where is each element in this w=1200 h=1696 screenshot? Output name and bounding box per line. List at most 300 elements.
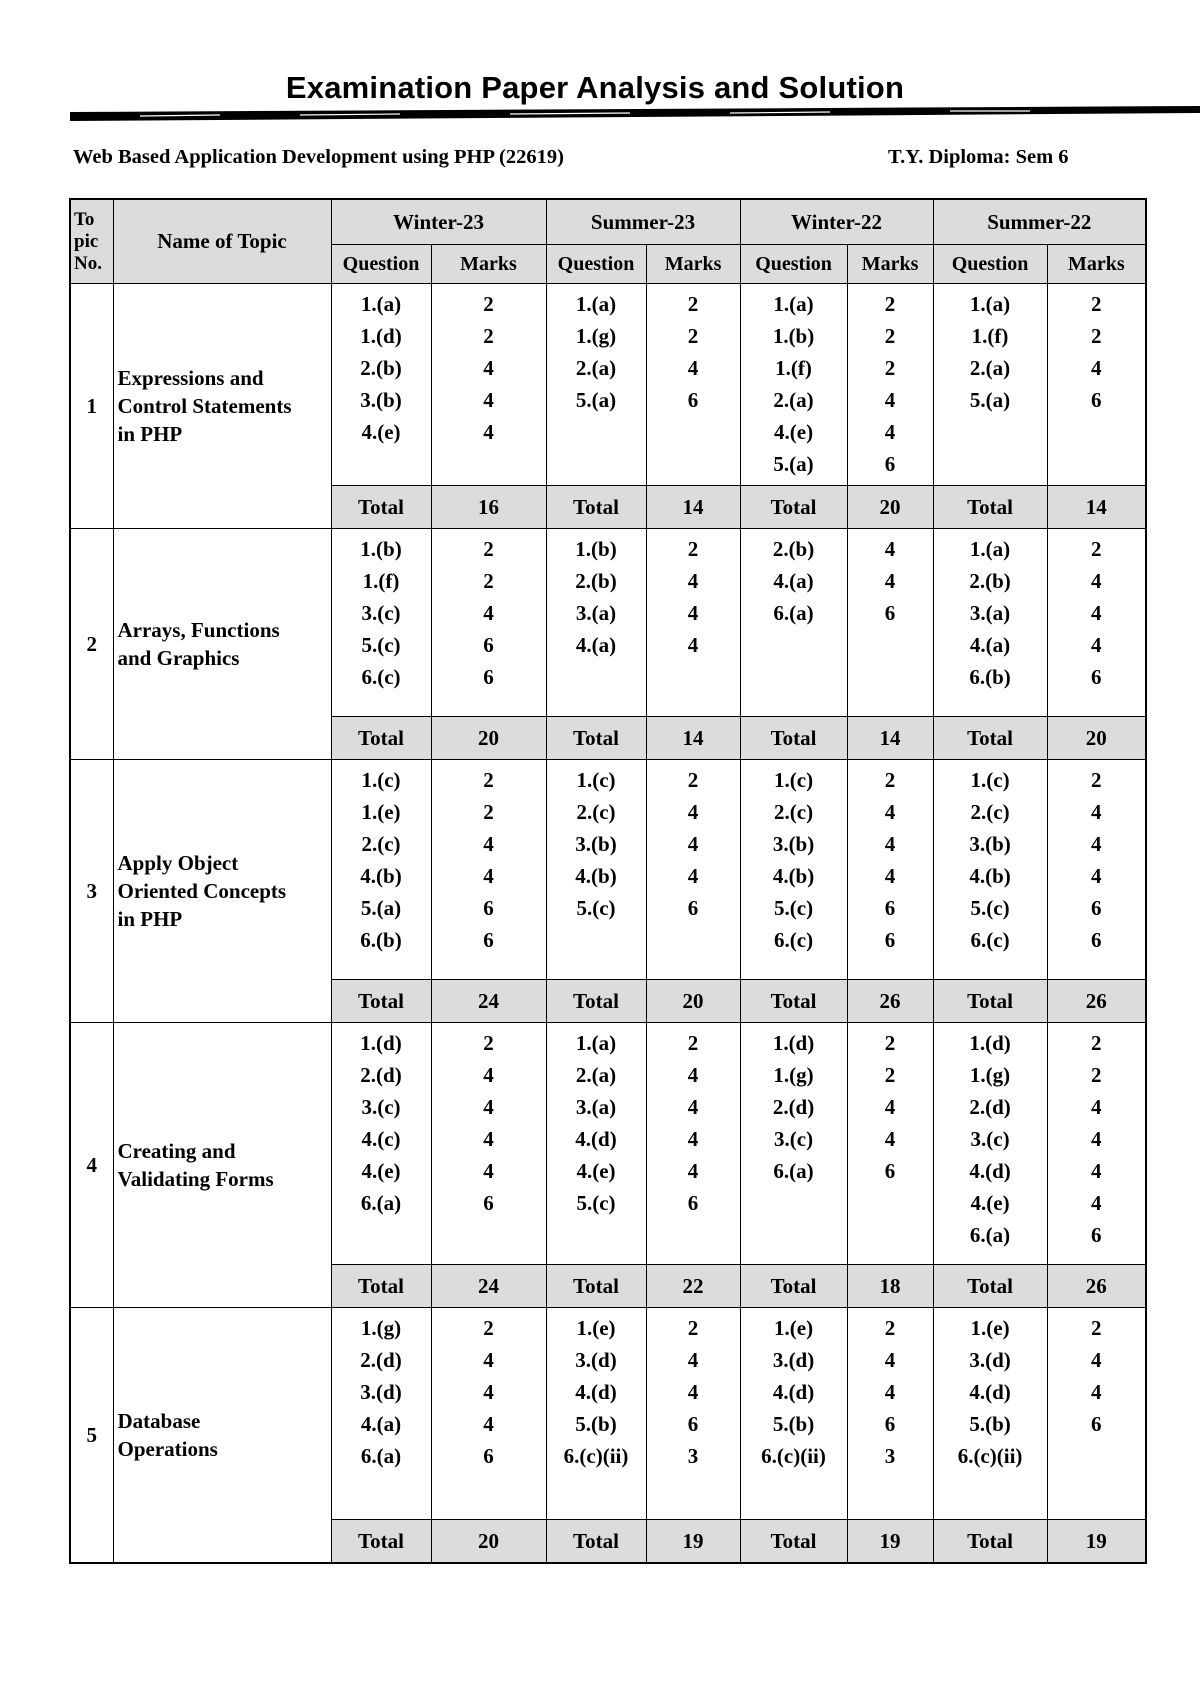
question-list [331,760,431,980]
marks-entry: 4 [1091,1348,1102,1372]
marks-header: Marks [847,245,933,284]
question-entry: 6.(c)(ii) [563,1444,629,1468]
marks-entry: 6 [1091,388,1102,412]
question-header: Question [933,245,1047,284]
marks-list [431,284,546,486]
question-entry: 6.(b) [360,928,402,952]
total-value: 14 [646,717,740,760]
question-entry: 3.(d) [969,1348,1011,1372]
question-entry: 6.(a) [360,1191,402,1215]
marks-entry: 6 [1091,928,1102,952]
total-label: Total [933,1265,1047,1308]
question-entry: 3.(d) [772,1348,815,1372]
question-entry: 6.(a) [773,601,814,625]
question-entry: 5.(c) [774,896,814,920]
question-list [331,1308,431,1520]
question-list [740,529,847,717]
question-entry: 3.(b) [575,832,617,856]
total-label: Total [331,1520,431,1564]
question-entry: 2.(a) [575,356,617,380]
topic-name-line: Operations [117,1437,218,1461]
marks-entry: 2 [687,324,699,348]
total-label: Total [546,717,646,760]
question-entry: 1.(b) [772,324,815,348]
marks-entry: 4 [687,1159,699,1183]
marks-entry: 6 [884,1159,896,1183]
topic-no-header-line: To [74,208,95,230]
topic-name-line: Control Statements [117,394,292,418]
question-entry: 6.(a) [969,1223,1011,1247]
question-entry: 5.(c) [361,633,401,657]
question-entry: 4.(d) [575,1380,617,1404]
question-entry: 2.(b) [360,356,402,380]
question-entry: 3.(c) [970,1127,1010,1151]
marks-entry: 4 [483,420,494,444]
marks-entry: 2 [483,537,494,561]
question-list [740,1023,847,1265]
topic-name-line: and Graphics [117,646,240,670]
topic-no-header-line: pic [74,230,99,252]
marks-entry: 6 [483,928,494,952]
marks-entry: 4 [1091,832,1102,856]
session-header-winter-22: Winter-22 [740,199,933,245]
marks-entry: 6 [687,388,699,412]
question-entry: 4.(b) [772,864,815,888]
marks-entry: 4 [687,633,699,657]
question-entry: 1.(f) [971,324,1009,348]
marks-entry: 6 [483,896,494,920]
question-entry: 2.(c) [774,800,814,824]
marks-entry: 4 [1091,569,1102,593]
subject-line: Web Based Application Development using PHP (22619) [73,146,564,168]
question-list [933,1308,1047,1520]
question-entry: 1.(f) [362,569,400,593]
question-entry: 1.(d) [360,1031,402,1055]
total-value: 24 [431,980,546,1023]
marks-entry: 6 [1091,1223,1102,1247]
marks-entry: 2 [483,800,494,824]
question-entry: 4.(b) [360,864,402,888]
question-entry: 3.(a) [969,601,1011,625]
question-entry: 3.(d) [360,1380,402,1404]
marks-list [431,529,546,717]
question-entry: 1.(a) [575,1031,617,1055]
marks-entry: 6 [1091,896,1102,920]
marks-header: Marks [1047,245,1146,284]
topic-name [113,760,331,1023]
marks-entry: 2 [884,324,896,348]
question-entry: 4.(e) [970,1191,1010,1215]
total-value: 18 [847,1265,933,1308]
question-entry: 1.(c) [361,768,401,792]
marks-entry: 6 [1091,1412,1102,1436]
question-entry: 2.(a) [575,1063,617,1087]
marks-entry: 6 [1091,665,1102,689]
topic-name-line: Validating Forms [117,1167,274,1191]
marks-entry: 6 [884,896,896,920]
marks-entry: 4 [884,1380,896,1404]
question-entry: 1.(d) [969,1031,1011,1055]
question-list [546,760,646,980]
total-label: Total [933,980,1047,1023]
topic-name-line: in PHP [117,422,183,446]
total-value: 14 [847,717,933,760]
marks-entry: 2 [884,292,896,316]
marks-entry: 4 [1091,1127,1102,1151]
question-entry: 5.(a) [773,452,814,476]
marks-list [646,1023,740,1265]
question-list [740,760,847,980]
marks-entry: 4 [687,800,699,824]
question-entry: 1.(e) [361,800,401,824]
question-entry: 2.(a) [969,356,1011,380]
question-entry: 2.(d) [772,1095,815,1119]
marks-entry: 2 [1091,1316,1102,1340]
topic-name [113,284,331,529]
marks-header: Marks [646,245,740,284]
marks-list [646,284,740,486]
question-entry: 4.(a) [360,1412,402,1436]
question-entry: 1.(g) [575,324,617,348]
marks-entry: 2 [1091,768,1102,792]
marks-list [431,1023,546,1265]
topic-row [70,760,1146,980]
question-list [546,529,646,717]
question-entry: 4.(e) [361,420,401,444]
question-entry: 1.(a) [969,292,1011,316]
topic-number: 5 [70,1308,113,1564]
marks-entry: 6 [483,1444,494,1468]
marks-header: Marks [431,245,546,284]
question-entry: 6.(c) [361,665,401,689]
total-value: 24 [431,1265,546,1308]
total-label: Total [740,486,847,529]
marks-entry: 2 [1091,1063,1102,1087]
marks-entry: 4 [1091,633,1102,657]
question-header: Question [331,245,431,284]
total-label: Total [740,717,847,760]
marks-entry: 4 [483,601,494,625]
topic-name [113,529,331,760]
marks-entry: 6 [483,633,494,657]
total-label: Total [331,1265,431,1308]
marks-entry: 2 [1091,292,1102,316]
marks-entry: 4 [884,1348,896,1372]
question-entry: 5.(a) [360,896,402,920]
marks-entry: 4 [687,1095,699,1119]
marks-entry: 4 [1091,864,1102,888]
topic-row [70,1308,1146,1520]
question-entry: 5.(c) [576,896,616,920]
question-entry: 2.(b) [772,537,815,561]
session-header-summer-23: Summer-23 [546,199,740,245]
question-entry: 2.(c) [361,832,401,856]
question-entry: 1.(d) [360,324,402,348]
question-entry: 4.(e) [576,1159,616,1183]
marks-entry: 2 [884,1031,896,1055]
marks-entry: 4 [687,569,699,593]
total-label: Total [546,486,646,529]
total-value: 20 [847,486,933,529]
question-entry: 2.(c) [970,800,1010,824]
question-list [740,1308,847,1520]
topic-no-header-line: No. [74,252,102,274]
question-entry: 2.(b) [969,569,1011,593]
question-entry: 3.(d) [575,1348,617,1372]
total-value: 20 [431,717,546,760]
marks-list [1047,529,1146,717]
question-entry: 6.(c)(ii) [761,1444,826,1468]
marks-entry: 4 [483,356,494,380]
total-label: Total [546,1520,646,1564]
topic-name [113,1308,331,1564]
marks-entry: 4 [1091,601,1102,625]
topic-number: 3 [70,760,113,1023]
topic-name-line: Apply Object [117,851,239,875]
marks-entry: 6 [687,1191,699,1215]
marks-entry: 4 [483,1063,494,1087]
marks-entry: 4 [687,1127,699,1151]
topic-name-line: Expressions and [117,366,264,390]
marks-entry: 4 [884,569,896,593]
question-entry: 4.(b) [575,864,617,888]
question-entry: 4.(d) [969,1159,1011,1183]
question-entry: 6.(c) [970,928,1010,952]
marks-entry: 4 [687,356,699,380]
question-entry: 6.(a) [360,1444,402,1468]
question-entry: 6.(a) [773,1159,814,1183]
marks-entry: 4 [483,1127,494,1151]
marks-list [431,1308,546,1520]
total-value: 22 [646,1265,740,1308]
total-value: 20 [1047,717,1146,760]
marks-entry: 6 [884,601,896,625]
question-entry: 1.(a) [575,292,617,316]
topic-name-line: Oriented Concepts [117,879,287,903]
marks-entry: 4 [483,1412,494,1436]
marks-entry: 6 [884,928,896,952]
question-entry: 4.(a) [773,569,814,593]
semester-line: T.Y. Diploma: Sem 6 [888,146,1069,168]
marks-entry: 3 [687,1444,699,1468]
session-header-summer-22: Summer-22 [933,199,1146,245]
total-value: 26 [847,980,933,1023]
question-entry: 1.(a) [969,537,1011,561]
total-label: Total [331,980,431,1023]
question-list [740,284,847,486]
total-value: 16 [431,486,546,529]
topic-number: 4 [70,1023,113,1308]
question-entry: 2.(d) [969,1095,1011,1119]
question-entry: 4.(b) [969,864,1011,888]
question-entry: 1.(b) [575,537,617,561]
topic-name-header: Name of Topic [113,199,331,284]
marks-entry: 4 [1091,1095,1102,1119]
question-entry: 5.(c) [970,896,1010,920]
marks-list [847,1308,933,1520]
marks-entry: 6 [884,452,896,476]
marks-list [847,529,933,717]
question-entry: 1.(g) [773,1063,814,1087]
question-list [331,529,431,717]
marks-list [1047,284,1146,486]
page-title: Examination Paper Analysis and Solution [285,70,905,105]
question-list [546,1308,646,1520]
question-entry: 3.(a) [575,601,617,625]
marks-entry: 2 [884,356,896,380]
marks-entry: 2 [483,569,494,593]
question-list [331,1023,431,1265]
marks-entry: 4 [483,388,494,412]
marks-entry: 4 [687,1380,699,1404]
question-list [933,284,1047,486]
total-label: Total [933,1520,1047,1564]
question-entry: 3.(a) [575,1095,617,1119]
total-value: 19 [847,1520,933,1564]
marks-entry: 2 [884,768,896,792]
total-label: Total [331,486,431,529]
marks-entry: 4 [1091,1159,1102,1183]
question-list [933,760,1047,980]
marks-list [1047,760,1146,980]
marks-entry: 4 [687,1348,699,1372]
marks-entry: 4 [884,1127,896,1151]
marks-list [646,1308,740,1520]
marks-entry: 2 [1091,324,1102,348]
marks-entry: 2 [687,537,699,561]
marks-entry: 4 [483,832,494,856]
question-entry: 2.(c) [576,800,616,824]
question-entry: 3.(b) [360,388,402,412]
question-entry: 2.(b) [575,569,617,593]
analysis-table [69,198,1147,1564]
marks-list [646,529,740,717]
session-header-winter-23: Winter-23 [331,199,546,245]
question-list [933,1023,1047,1265]
marks-entry: 6 [687,896,699,920]
question-entry: 1.(d) [772,1031,815,1055]
marks-entry: 4 [884,1095,896,1119]
topic-row [70,529,1146,717]
marks-entry: 2 [1091,537,1102,561]
marks-entry: 4 [884,388,896,412]
total-value: 19 [646,1520,740,1564]
marks-entry: 4 [1091,356,1102,380]
marks-entry: 6 [884,1412,896,1436]
total-label: Total [546,980,646,1023]
question-entry: 4.(d) [969,1380,1011,1404]
question-entry: 5.(c) [576,1191,616,1215]
question-entry: 6.(c) [774,928,814,952]
marks-entry: 2 [483,1031,494,1055]
total-label: Total [740,1520,847,1564]
marks-entry: 4 [884,832,896,856]
question-entry: 1.(e) [576,1316,616,1340]
total-label: Total [933,717,1047,760]
marks-entry: 4 [483,1348,494,1372]
question-entry: 5.(b) [575,1412,617,1436]
question-entry: 4.(e) [361,1159,401,1183]
marks-entry: 4 [687,1063,699,1087]
marks-entry: 2 [483,324,494,348]
question-entry: 5.(b) [772,1412,815,1436]
marks-list [847,760,933,980]
question-entry: 1.(c) [970,768,1010,792]
title-underline [70,105,1200,125]
table-body [70,284,1146,1564]
total-value: 14 [646,486,740,529]
question-entry: 4.(d) [772,1380,815,1404]
question-entry: 5.(a) [969,388,1011,412]
marks-entry: 2 [687,1031,699,1055]
total-label: Total [546,1265,646,1308]
total-value: 20 [431,1520,546,1564]
question-entry: 1.(f) [775,356,812,380]
marks-list [1047,1023,1146,1265]
question-entry: 1.(g) [969,1063,1011,1087]
marks-list [646,760,740,980]
question-entry: 1.(c) [774,768,814,792]
question-entry: 3.(c) [361,1095,401,1119]
topic-row [70,1023,1146,1265]
marks-entry: 4 [1091,1191,1102,1215]
marks-entry: 6 [483,665,494,689]
question-entry: 6.(b) [969,665,1011,689]
marks-entry: 2 [884,1316,896,1340]
topic-name [113,1023,331,1308]
topic-no-header [70,199,113,284]
topic-name-line: Arrays, Functions [117,618,280,642]
question-entry: 3.(c) [774,1127,814,1151]
total-value: 26 [1047,1265,1146,1308]
marks-list [1047,1308,1146,1520]
marks-entry: 6 [687,1412,699,1436]
question-entry: 2.(a) [773,388,814,412]
question-entry: 1.(c) [576,768,616,792]
question-entry: 4.(a) [969,633,1011,657]
marks-entry: 4 [483,864,494,888]
topic-row [70,284,1146,486]
marks-entry: 2 [687,1316,699,1340]
question-entry: 4.(d) [575,1127,617,1151]
question-entry: 2.(d) [360,1348,402,1372]
topic-number: 2 [70,529,113,760]
total-value: 19 [1047,1520,1146,1564]
question-entry: 1.(e) [970,1316,1010,1340]
marks-list [847,1023,933,1265]
question-entry: 3.(b) [772,832,815,856]
marks-entry: 4 [1091,800,1102,824]
total-value: 20 [646,980,740,1023]
marks-entry: 4 [884,864,896,888]
marks-entry: 4 [884,420,896,444]
marks-list [431,760,546,980]
total-label: Total [933,486,1047,529]
total-label: Total [740,980,847,1023]
marks-list [847,284,933,486]
marks-entry: 2 [483,768,494,792]
total-label: Total [331,717,431,760]
marks-entry: 4 [1091,1380,1102,1404]
marks-entry: 4 [687,601,699,625]
question-entry: 5.(b) [969,1412,1011,1436]
marks-entry: 4 [687,864,699,888]
total-label: Total [740,1265,847,1308]
marks-entry: 2 [1091,1031,1102,1055]
question-entry: 3.(c) [361,601,401,625]
question-header: Question [546,245,646,284]
question-entry: 4.(c) [361,1127,401,1151]
